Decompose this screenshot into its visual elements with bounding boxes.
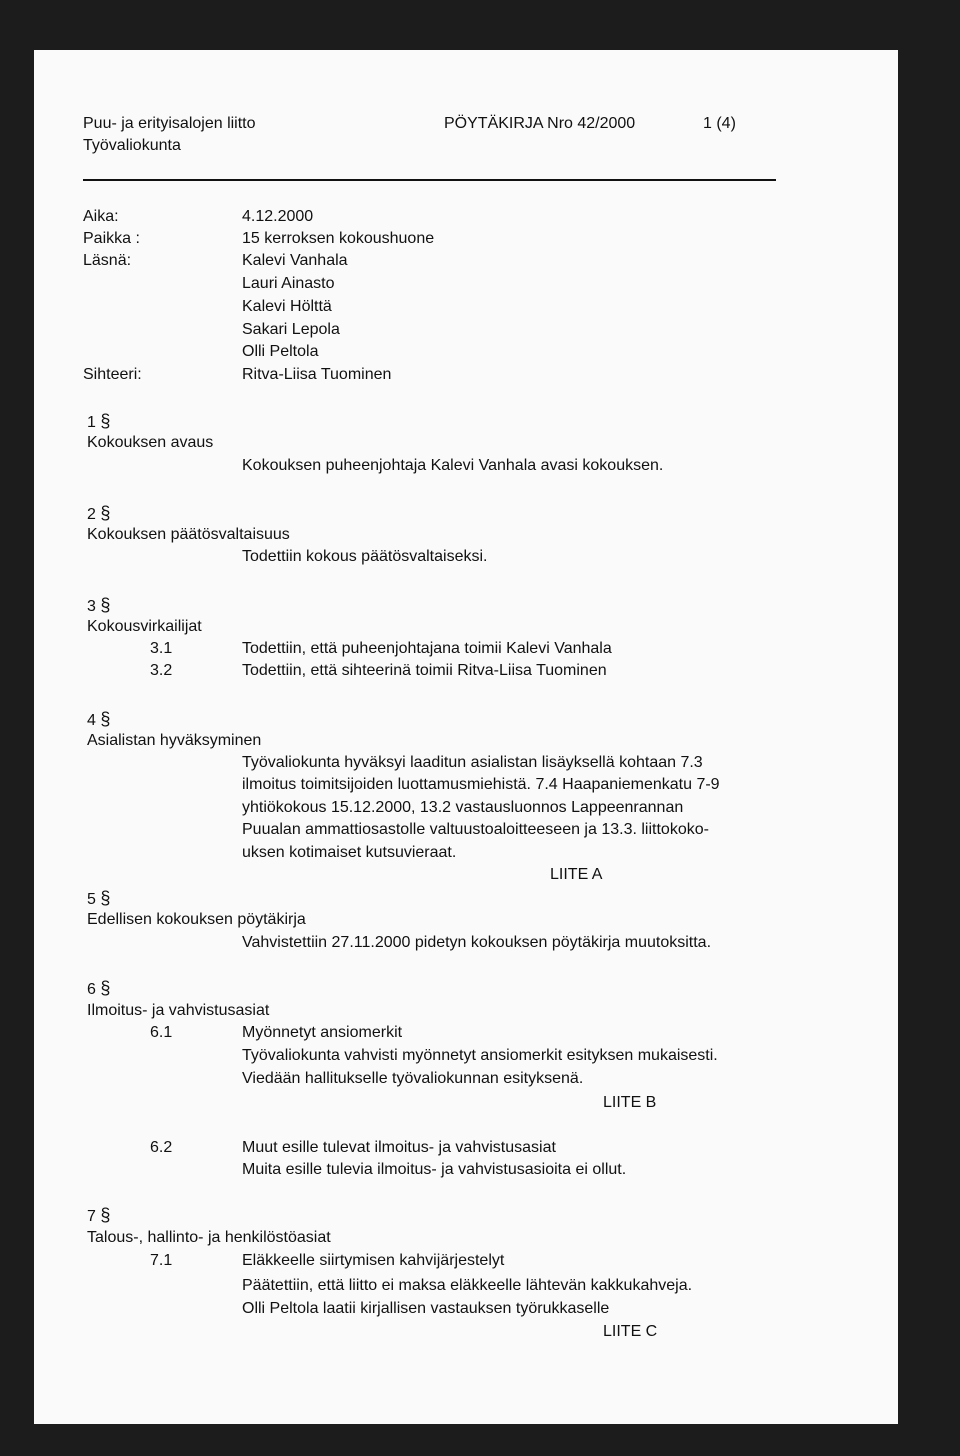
section-3-item-1-number: 3.1 [150, 640, 173, 657]
place-value: 15 kerroksen kokoushuone [242, 230, 435, 247]
section-4-line: uksen kotimaiset kutsuvieraat. [242, 844, 457, 861]
section-3-item-1-text: Todettiin, että puheenjohtajana toimii Kalevi Vanhala [242, 640, 612, 657]
section-1-text: Kokouksen puheenjohtaja Kalevi Vanhala avasi kokouksen. [242, 457, 664, 474]
section-4-number: 4 § [87, 709, 111, 729]
section-6-title: Ilmoitus- ja vahvistusasiat [87, 1002, 270, 1019]
section-6-item-2-text: Muita esille tulevia ilmoitus- ja vahvistusasioita ei ollut. [242, 1161, 627, 1178]
present-label: Läsnä: [83, 252, 132, 269]
header-unit: Työvaliokunta [83, 137, 181, 154]
section-symbol: § [100, 709, 111, 729]
section-3-number: 3 § [87, 595, 111, 615]
section-6-item-2-title: Muut esille tulevat ilmoitus- ja vahvistusasiat [242, 1139, 556, 1156]
section-4-line: ilmoitus toimitsijoiden luottamusmiehistä. 7.4 Haapaniemenkatu 7-9 [242, 776, 720, 793]
section-symbol: § [100, 1205, 111, 1225]
section-5-number: 5 § [87, 888, 111, 908]
section-7-title: Talous-, hallinto- ja henkilöstöasiat [87, 1229, 331, 1246]
section-4-line: yhtiökokous 15.12.2000, 13.2 vastausluonnos Lappeenrannan [242, 799, 684, 816]
present-member: Kalevi Hölttä [242, 298, 332, 315]
section-6-item-1-line: Työvaliokunta vahvisti myönnetyt ansiomerkit esityksen mukaisesti. [242, 1047, 718, 1064]
section-4-line: Työvaliokunta hyväksyi laaditun asialistan lisäyksellä kohtaan 7.3 [242, 754, 703, 771]
scan-border-left [0, 0, 34, 1456]
section-1-number: 1 § [87, 411, 111, 431]
section-1-title: Kokouksen avaus [87, 434, 214, 451]
section-4-line: Puualan ammattiosastolle valtuustoaloitteeseen ja 13.3. liittokoko- [242, 821, 709, 838]
section-6-item-2-number: 6.2 [150, 1139, 173, 1156]
section-6-item-1-line: Viedään hallitukselle työvaliokunnan esityksenä. [242, 1070, 584, 1087]
header-org: Puu- ja erityisalojen liitto [83, 115, 256, 132]
place-label: Paikka : [83, 230, 140, 247]
present-member: Kalevi Vanhala [242, 252, 348, 269]
time-label: Aika: [83, 208, 119, 225]
section-7-item-1-line: Olli Peltola laatii kirjallisen vastauksen työrukkaselle [242, 1300, 610, 1317]
section-symbol: § [100, 411, 111, 431]
section-symbol: § [100, 978, 111, 998]
secretary-label: Sihteeri: [83, 366, 142, 383]
section-2-number: 2 § [87, 503, 111, 523]
section-5-text: Vahvistettiin 27.11.2000 pidetyn kokouksen pöytäkirja muutoksitta. [242, 934, 712, 951]
section-symbol: § [100, 888, 111, 908]
section-7-item-1-number: 7.1 [150, 1252, 173, 1269]
section-symbol: § [100, 595, 111, 615]
time-value: 4.12.2000 [242, 208, 314, 225]
header-doc-title: PÖYTÄKIRJA Nro 42/2000 [444, 115, 636, 132]
section-7-item-1-title: Eläkkeelle siirtymisen kahvijärjestelyt [242, 1252, 505, 1269]
section-4-title: Asialistan hyväksyminen [87, 732, 262, 749]
section-symbol: § [100, 503, 111, 523]
scan-border-right [898, 0, 960, 1456]
section-5-title: Edellisen kokouksen pöytäkirja [87, 911, 306, 928]
section-2-text: Todettiin kokous päätösvaltaiseksi. [242, 548, 488, 565]
section-6-number: 6 § [87, 978, 111, 998]
header-divider [83, 179, 776, 181]
present-member: Lauri Ainasto [242, 275, 335, 292]
scan-border-bottom [0, 1424, 960, 1456]
section-3-item-2-number: 3.2 [150, 662, 173, 679]
section-2-title: Kokouksen päätösvaltaisuus [87, 526, 290, 543]
present-member: Olli Peltola [242, 343, 319, 360]
section-4-attachment: LIITE A [550, 866, 603, 883]
section-7-item-1-line: Päätettiin, että liitto ei maksa eläkkeelle lähtevän kakkukahveja. [242, 1277, 693, 1294]
header-page-number: 1 (4) [703, 115, 736, 132]
section-3-title: Kokousvirkailijat [87, 618, 202, 635]
section-6-attachment: LIITE B [603, 1094, 657, 1111]
secretary-value: Ritva-Liisa Tuominen [242, 366, 392, 383]
section-6-item-1-number: 6.1 [150, 1024, 173, 1041]
section-7-attachment: LIITE C [603, 1323, 658, 1340]
section-7-number: 7 § [87, 1205, 111, 1225]
section-3-item-2-text: Todettiin, että sihteerinä toimii Ritva-Liisa Tuominen [242, 662, 607, 679]
section-6-item-1-title: Myönnetyt ansiomerkit [242, 1024, 403, 1041]
scan-border-top [0, 0, 960, 50]
present-member: Sakari Lepola [242, 321, 340, 338]
